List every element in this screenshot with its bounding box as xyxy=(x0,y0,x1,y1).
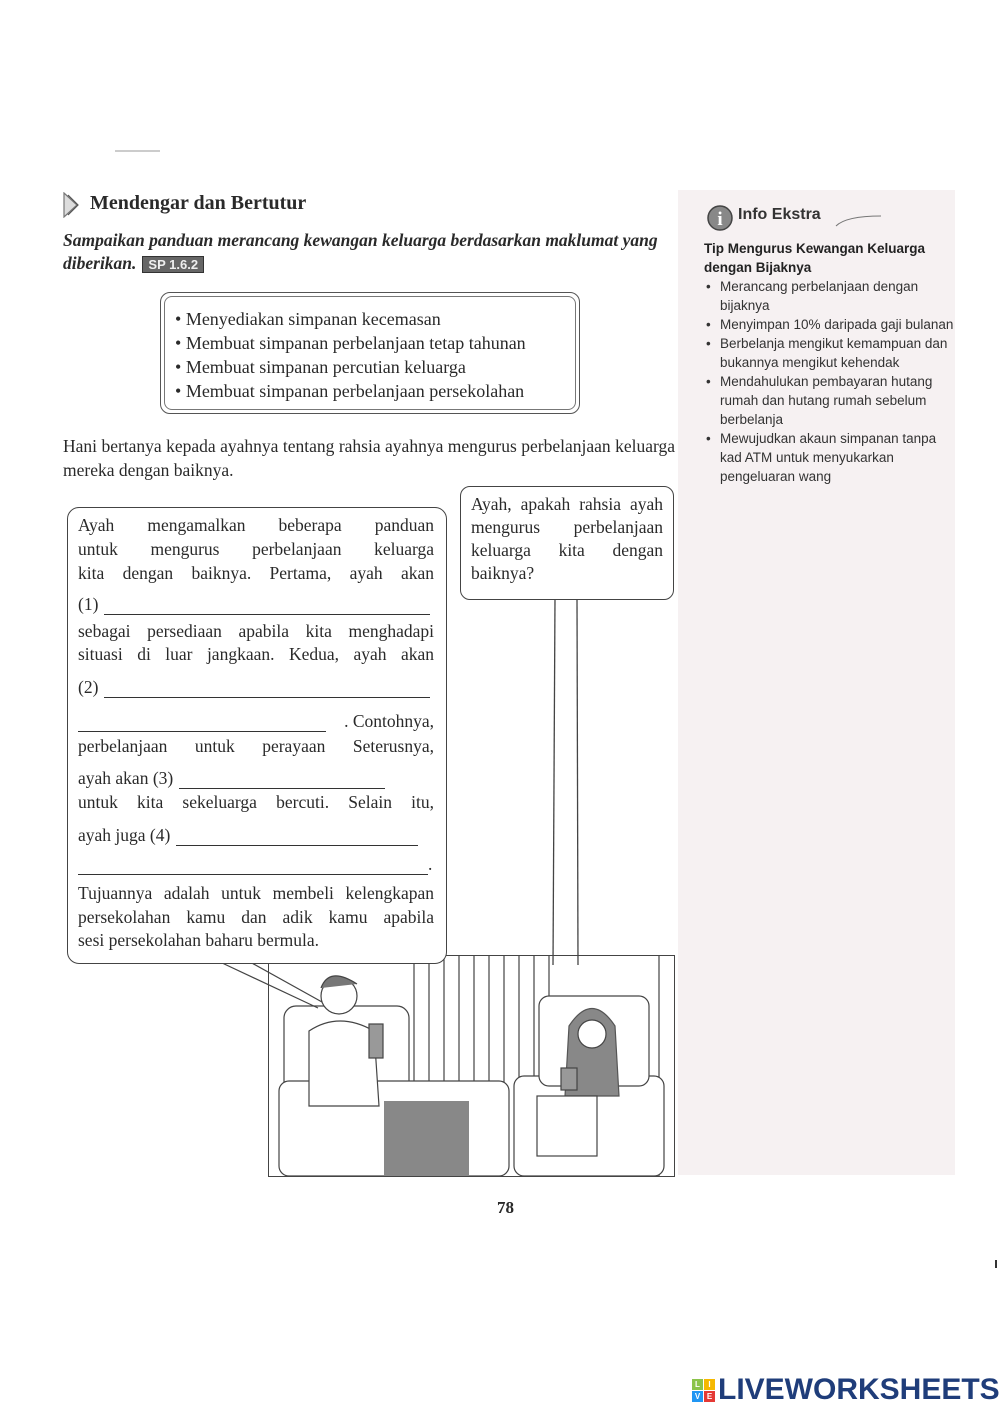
blank-label-3: ayah akan (3) xyxy=(78,768,174,788)
info-title: Info Ekstra xyxy=(738,206,821,223)
info-item: • Mendahulukan pembayaran hutang rumah dan hutang rumah sebelum berbelanja xyxy=(704,372,954,429)
logo-text: LIVEWORKSHEETS xyxy=(718,1373,1000,1406)
instruction xyxy=(63,229,678,275)
logo-icon: L I V E xyxy=(692,1379,715,1402)
info-item: • Menyimpan 10% daripada gaji bulanan xyxy=(704,315,954,334)
page-number: 78 xyxy=(497,1198,514,1217)
hani-question: Ayah, apakah rahsia ayah mengurus perbelanjaan keluarga kita dengan baiknya? xyxy=(471,494,663,583)
bubble-line: kita dengan baiknya. Pertama, ayah akan xyxy=(78,563,434,583)
blank-label-1: (1) xyxy=(78,594,99,614)
guide-item: • Membuat simpanan percutian keluarga xyxy=(175,357,466,377)
info-list xyxy=(704,277,954,486)
bubble-line: . Contohnya, xyxy=(344,711,434,731)
info-subtitle: Tip Mengurus Kewangan Keluarga dengan Bijaknya xyxy=(704,241,926,275)
hani-speech-bubble xyxy=(460,486,674,600)
bubble-line: perbelanjaan untuk perayaan Seterusnya, xyxy=(78,736,434,756)
info-extra-panel xyxy=(678,190,955,1175)
bubble-line: untuk kita sekeluarga bercuti. Selain itu, xyxy=(78,792,434,812)
guide-item: • Membuat simpanan perbelanjaan tetap tahunan xyxy=(175,333,526,353)
bubble-line: sebagai persediaan apabila kita menghadapi xyxy=(78,621,434,641)
answer-2-continued-input[interactable] xyxy=(78,711,326,732)
bubble-line: Tujuannya adalah untuk membeli kelengkapan xyxy=(78,883,434,903)
standard-badge: SP 1.6.2 xyxy=(142,256,204,273)
instruction-text: Sampaikan panduan merancang kewangan keluarga berdasarkan maklumat yang diberikan. xyxy=(63,230,658,273)
bubble-line: Ayah mengamalkan beberapa panduan xyxy=(78,515,434,535)
answer-2-input[interactable] xyxy=(104,677,430,698)
info-item: • Merancang perbelanjaan dengan bijaknya xyxy=(704,277,954,315)
scan-mark xyxy=(115,150,160,152)
section-title: Mendengar dan Bertutur xyxy=(90,192,307,214)
scan-mark xyxy=(995,1260,997,1268)
bubble-line: sesi persekolahan baharu bermula. xyxy=(78,930,320,950)
answer-4-input[interactable] xyxy=(176,825,418,846)
liveworksheets-logo[interactable] xyxy=(692,1373,1000,1407)
blank-label-2: (2) xyxy=(78,677,99,697)
bubble-line: situasi di luar jangkaan. Kedua, ayah akan xyxy=(78,644,434,664)
info-header xyxy=(706,204,906,241)
answer-1-input[interactable] xyxy=(104,594,430,615)
svg-text:i: i xyxy=(717,209,723,230)
info-item: • Mewujudkan akaun simpanan tanpa kad ATM untuk menyukarkan pengeluaran wang xyxy=(704,429,954,486)
answer-4-continued-input[interactable] xyxy=(78,854,428,875)
intro-text: Hani bertanya kepada ayahnya tentang rahsia ayahnya mengurus perbelanjaan keluarga mereka dengan baiknya. xyxy=(63,436,675,480)
father-speech-bubble: Ayah mengamalkan beberapa panduan untuk mengurus perbelanjaan keluarga kita dengan baiknya. Pertama, ayah akan (1) sebagai persediaan apabila kita menghadapi situasi di luar jangkaan. Kedua, ayah akan (2) . Contohnya, perbelanjaan untuk perayaan Seterusnya, ayah akan (3) untuk kita sekeluarga bercuti. Selain itu, ayah juga (4) . Tujuannya adalah untuk membeli kelengkapan persekolahan kamu dan adik kamu apabila sesi persekolahan baharu bermula. xyxy=(67,507,447,964)
info-item: • Berbelanja mengikut kemampuan dan bukannya mengikut kehendak xyxy=(704,334,954,372)
blank-label-4: ayah juga (4) xyxy=(78,825,171,845)
bubble-line: persekolahan kamu dan adik kamu apabila xyxy=(78,907,434,927)
arrow-bullet-icon xyxy=(63,192,79,218)
answer-3-input[interactable] xyxy=(179,768,385,789)
guide-box xyxy=(160,292,580,414)
guide-item: • Menyediakan simpanan kecemasan xyxy=(175,309,441,329)
guide-item: • Membuat simpanan perbelanjaan persekolahan xyxy=(175,381,525,401)
bubble-line: untuk mengurus perbelanjaan keluarga xyxy=(78,539,434,559)
